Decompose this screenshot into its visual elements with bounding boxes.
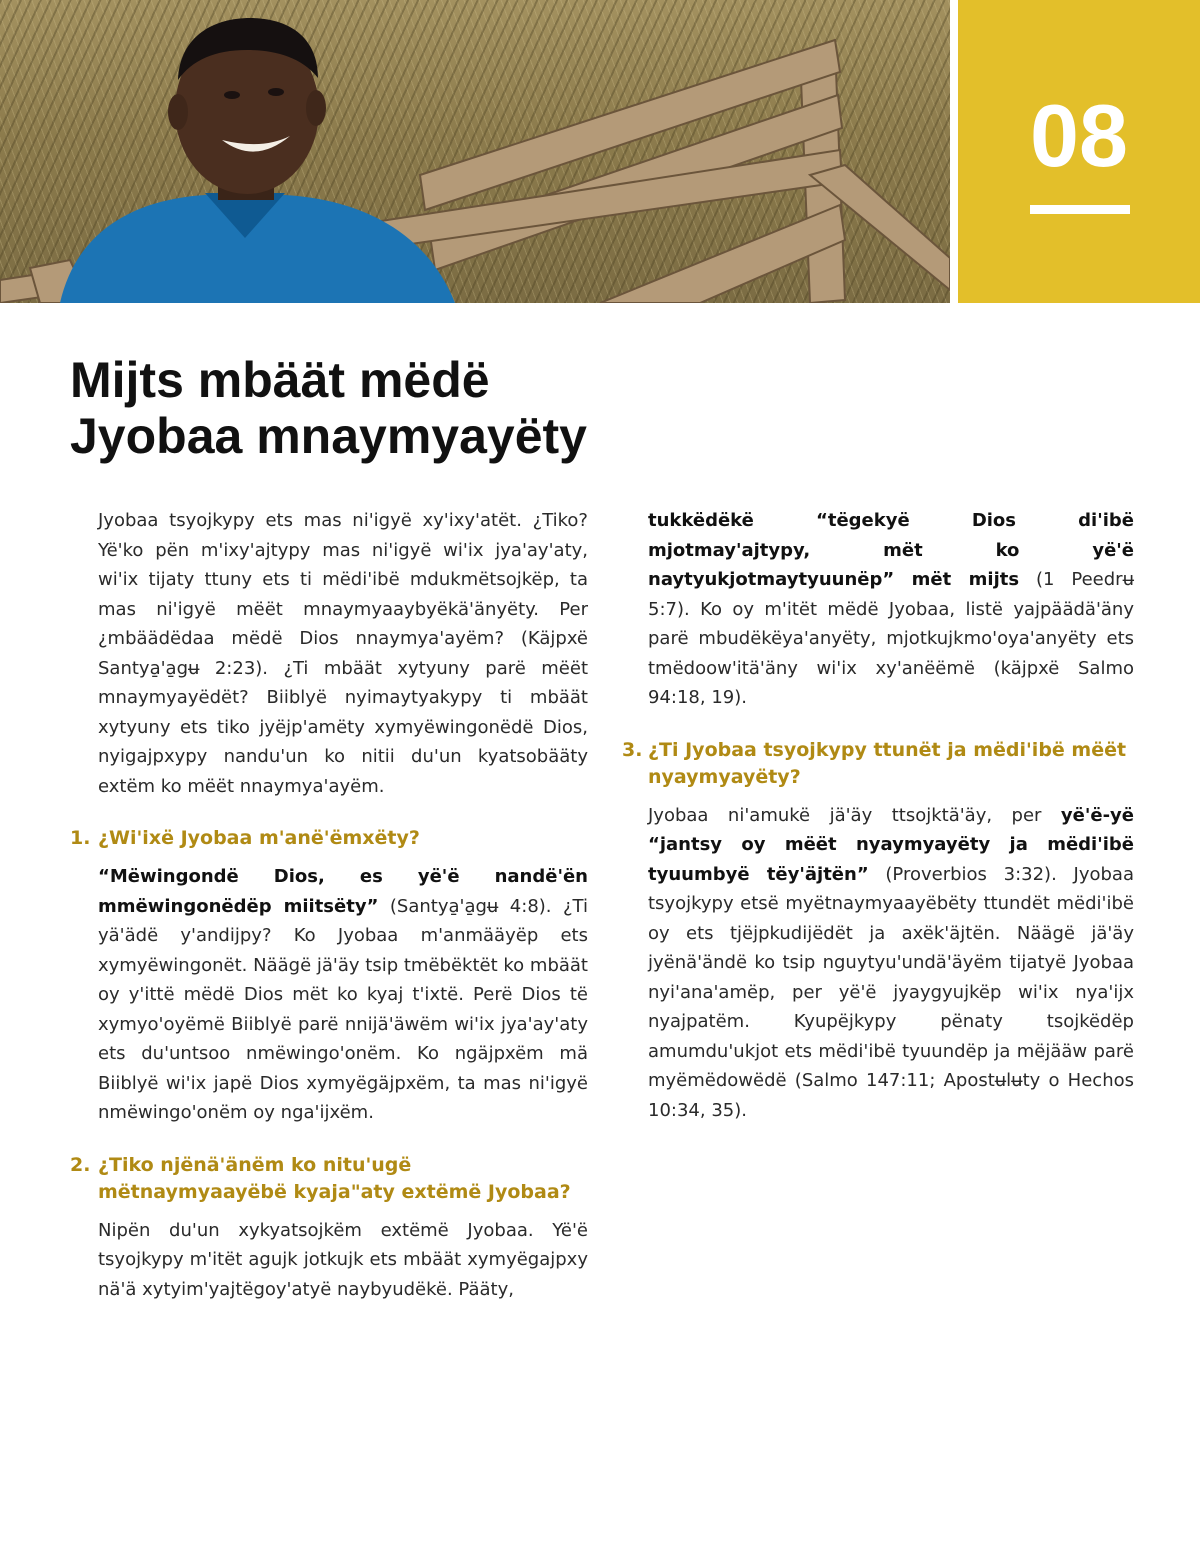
title-line: Mijts mbäät mëdë bbox=[70, 352, 490, 408]
page-title bbox=[70, 352, 770, 464]
right-column bbox=[622, 506, 1134, 1125]
lesson-badge bbox=[958, 0, 1200, 303]
text-run: Nipën du'un xykyatsojkëm extëmë Jyobaa. Yë'ë tsyojkypy m'itët agujk jotkujk ets mbäät xymyëgajpxy nä'ä xytyim'yajtëgoy'atyë naybyudëkë. Pääty, bbox=[98, 1219, 588, 1300]
bold-quote: yë'ë-yë “jantsy oy mëët nyaymyayëty ja mëdi'ibë tyuumbyë tëy'äjtën” bbox=[648, 804, 1134, 885]
text-run: (Proverbios 3:32). Jyobaa tsyojkypy etsë myëtnaymyaayëbëty ttundët mëdi'ibë oy ets tjëjpkudijëdët ja axëk'äjtën. Näägë jä'äy jyënä'ändë ko tsip nguytyu'undä'äyëm tijatyë Jyobaa nyi'ana'amëp, per yë'ë jyaygyujkëp wi'ix nya'ijx nyajpatëm. Kyupëjkypy pënaty tsojkëdëp amumdu'ukjot ets mëdi'ibë tyuundëp ja mëjääw parë myëmëdowëdë (Salmo 147:11; Apostʉlʉty o Hechos 10:34, 35). bbox=[648, 863, 1134, 1121]
text-run: (1 Peedrʉ 5:7). Ko oy m'itët mëdë Jyobaa, listë yajpäädä'äny parë mbudëkëya'anyëty, mjotkujkmo'oya'anyëty ets tmëdoow'itä'äny wi'ix xy'anëëmë (käjpxë Salmo 94:18, 19). bbox=[648, 569, 1134, 708]
answer-paragraph-continued bbox=[648, 506, 1134, 713]
question-text: ¿Ti Jyobaa tsyojkypy ttunët ja mëdi'ibë mëët nyaymyayëty? bbox=[648, 738, 1127, 788]
bold-quote: tukkëdëkë “tëgekyë Dios di'ibë mjotmay'ajtypy, mët ko yë'ë naytyukjotmaytyuunëp” mët mijts bbox=[648, 510, 1134, 590]
text-run: (Santya̱'a̱gʉ 4:8). ¿Ti yä'ädë y'andijpy? Ko Jyobaa m'anmääyëp ets xymyëwingonët. Näägë jä'äy tsip tmëbëktët ko mbäät oy y'ittë mëdë Dios mët ko kyaj t'ixtë. Perë Dios të xymyo'oyëmë Biiblyë parë nnijä'äwëm wi'ix jya'ay'aty ets du'untsoo nmëwingo'onëm. Ko ngäjpxëm mä Biiblyë wi'ix japë Dios xymyëgäjpxëm, ta mas ni'igyë nmëwingo'onëm oy nga'ijxëm. bbox=[98, 895, 588, 1123]
question-number: 2. bbox=[70, 1153, 91, 1176]
left-column bbox=[70, 506, 588, 1304]
question-heading bbox=[70, 825, 588, 852]
lesson-underline bbox=[1030, 205, 1130, 214]
question-number: 3. bbox=[622, 738, 643, 761]
lesson-number: 08 bbox=[1030, 86, 1128, 185]
question-text: ¿Tiko njënä'änëm ko nitu'ugë mëtnaymyaayëbë kyaja"aty extëmë Jyobaa? bbox=[98, 1153, 571, 1203]
answer-paragraph bbox=[98, 1216, 588, 1305]
header-photo bbox=[0, 0, 950, 303]
answer-paragraph bbox=[648, 801, 1134, 1126]
question-text: ¿Wi'ixë Jyobaa m'anë'ëmxëty? bbox=[98, 827, 420, 849]
intro-paragraph: Jyobaa tsyojkypy ets mas ni'igyë xy'ixy'atët. ¿Tiko? Yë'ko pën m'ixy'ajtypy mas ni'igyë wi'ix jya'ay'aty, wi'ix tijaty ttuny ets ti mëdi'ibë mdukmëtsojkëp, ta mas ni'igyë mëët mnaymyaaybyëkä'änyëty. Per ¿mbäädëdaa mëdë Dios nnaymya'ayëm? (Käjpxë Santya̱'a̱gʉ 2:23). ¿Ti mbäät xytyuny parë mëët mnaymyayëdët? Biiblyë nyimaytyakypy ti mbäät xytyuny ets tiko jyëjp'amëty xymyëwingonëdë Dios, nyigajpxypy nandu'un ko nitii du'un kyatsobääty extëm ko mëët nnaymya'ayëm. bbox=[98, 510, 588, 797]
question-heading bbox=[70, 1152, 588, 1206]
question-heading bbox=[622, 737, 1134, 791]
question-number: 1. bbox=[70, 827, 91, 849]
bold-quote: “Mëwingondë Dios, es yë'ë nandë'ën mmëwingonëdëp miitsëty” bbox=[98, 866, 588, 917]
text-run: Jyobaa ni'amukë jä'äy ttsojktä'äy, per bbox=[648, 804, 1061, 826]
man-by-wooden-bench-photo bbox=[0, 0, 950, 303]
man-figure bbox=[60, 18, 455, 303]
answer-paragraph bbox=[98, 862, 588, 1128]
title-line: Jyobaa mnaymyayëty bbox=[70, 408, 587, 464]
